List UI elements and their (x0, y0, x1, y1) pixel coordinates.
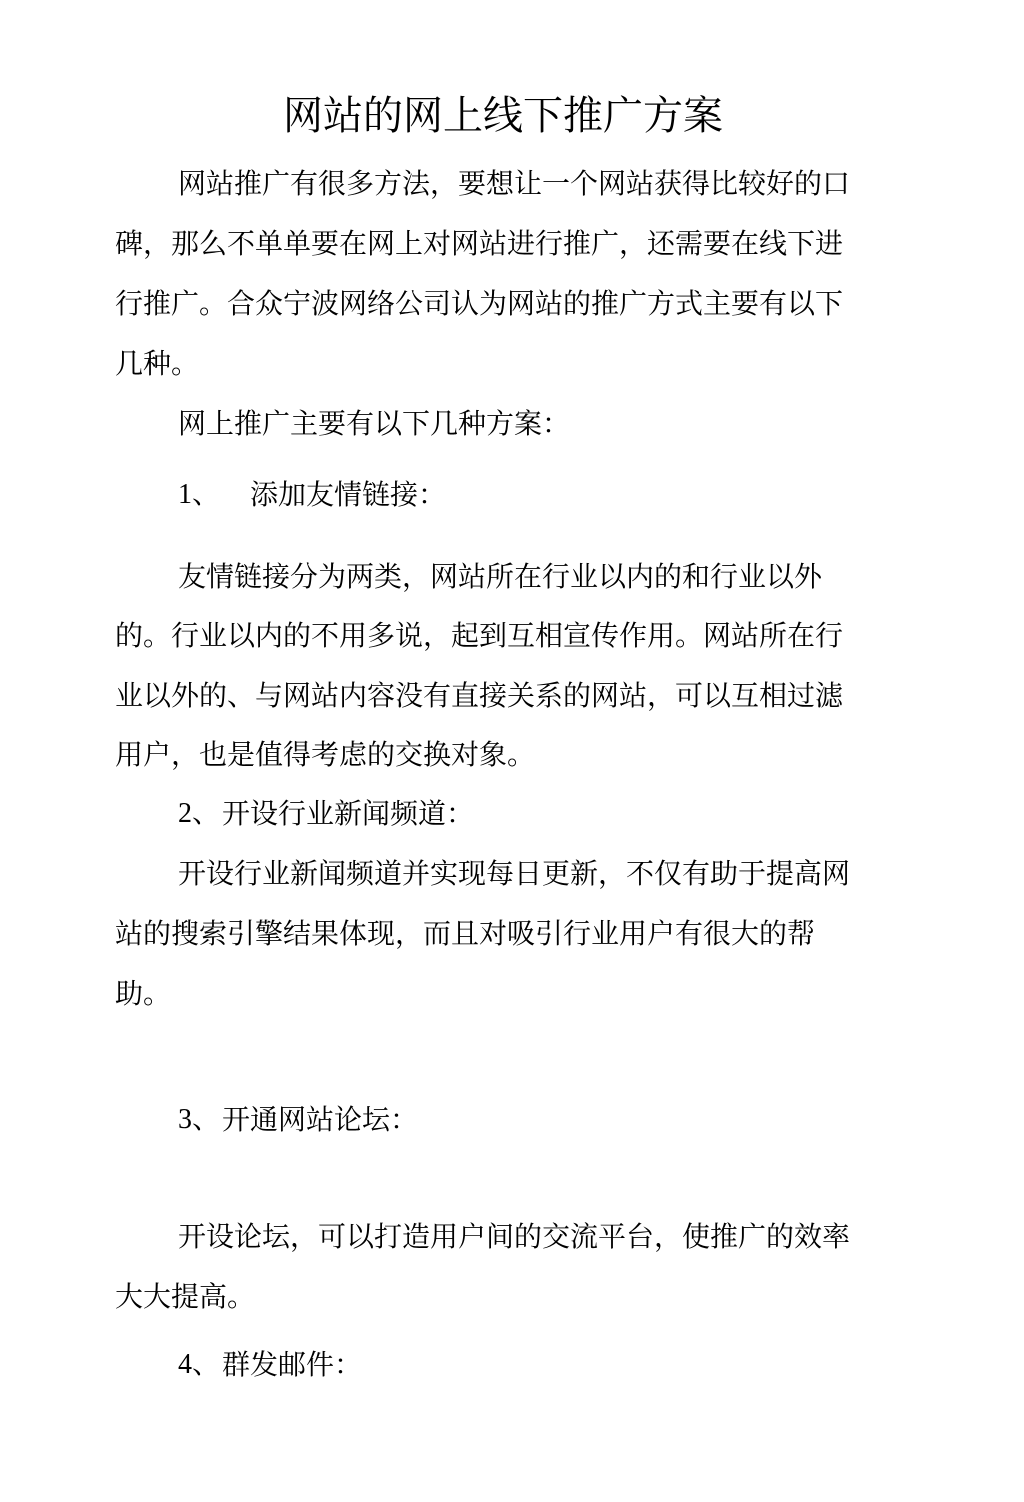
section-4-heading: 群发邮件： (222, 1348, 363, 1381)
section-2-heading: 开设行业新闻频道： (222, 797, 475, 830)
intro-line-3: 行推广。合众宁波网络公司认为网站的推广方式主要有以下 (115, 287, 844, 320)
section-1-heading: 添加友情链接： (250, 478, 447, 511)
section-3-number: 3、 (178, 1104, 221, 1135)
section-2-number: 2、 (178, 798, 221, 829)
section-3-heading: 开通网站论坛： (222, 1103, 419, 1136)
section-1-line-2: 的。行业以内的不用多说，起到互相宣传作用。网站所在行 (115, 619, 844, 652)
section-4-number: 4、 (178, 1349, 221, 1380)
section-1-number: 1、 (178, 479, 221, 510)
section-2-line-3: 助。 (115, 977, 172, 1010)
section-3-line-1: 开设论坛，可以打造用户间的交流平台，使推广的效率 (178, 1220, 851, 1253)
section-1-line-1: 友情链接分为两类，网站所在行业以内的和行业以外 (178, 560, 823, 593)
section-1-line-4: 用户，也是值得考虑的交换对象。 (115, 738, 536, 771)
document-title: 网站的网上线下推广方案 (283, 93, 723, 139)
section-2-line-1: 开设行业新闻频道并实现每日更新，不仅有助于提高网 (178, 857, 851, 890)
online-heading: 网上推广主要有以下几种方案： (178, 407, 571, 440)
intro-line-1: 网站推广有很多方法，要想让一个网站获得比较好的口 (178, 167, 851, 200)
section-3-line-2: 大大提高。 (115, 1280, 256, 1313)
section-2-line-2: 站的搜索引擎结果体现，而且对吸引行业用户有很大的帮 (115, 917, 816, 950)
section-1-line-3: 业以外的、与网站内容没有直接关系的网站，可以互相过滤 (115, 679, 844, 712)
intro-line-2: 碑，那么不单单要在网上对网站进行推广，还需要在线下进 (115, 227, 844, 260)
intro-line-4: 几种。 (115, 347, 200, 380)
